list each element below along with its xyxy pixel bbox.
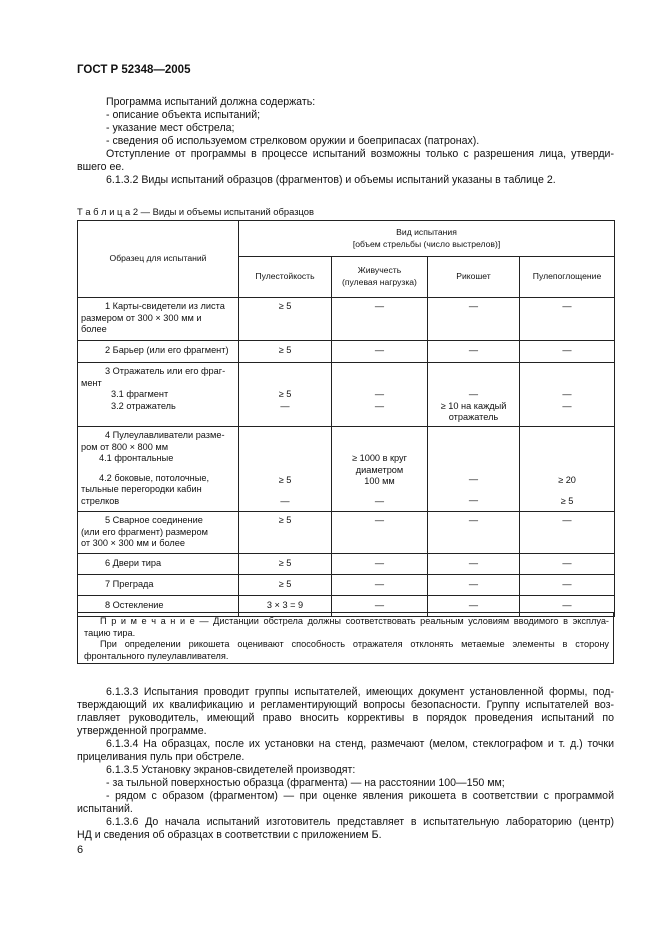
cell-text: ром от 800 × 800 мм xyxy=(81,441,169,452)
cell-text: 4.1 фронтальные xyxy=(99,453,174,464)
cell-value: — xyxy=(332,512,428,554)
cell-value: — xyxy=(428,512,520,554)
cell-value: 3 × 3 = 9 xyxy=(239,596,332,617)
intro-line: вшего ее. xyxy=(77,161,125,173)
intro-line: Программа испытаний должна содержать: xyxy=(106,96,316,108)
cell-value: ≥ 5 xyxy=(239,575,332,596)
cell-value: — xyxy=(374,400,385,411)
note-line: При определении рикошета оценивают способность отражателя отклонять метаемые элементы в сторону xyxy=(100,639,609,650)
cell-value: — xyxy=(428,596,520,617)
cell-value: 100 мм xyxy=(364,476,395,487)
header-survivability-line2: (пулевая нагрузка) xyxy=(342,277,417,287)
body-line: утвержденной программе. xyxy=(77,725,207,737)
header-ricochet: Рикошет xyxy=(428,257,520,298)
table-notes xyxy=(77,612,614,664)
table-row xyxy=(78,427,615,512)
cell-value: — xyxy=(562,400,572,411)
cell-value: — xyxy=(374,389,385,399)
note-line: фронтального пулеулавливателя. xyxy=(84,650,229,661)
body-line: 6.1.3.3 Испытания проводит группы испытателей, имеющих документ установленной формы, под- xyxy=(106,686,614,698)
cell-value: — xyxy=(468,494,479,505)
header-survivability-line1: Живучесть xyxy=(357,265,402,276)
table-row xyxy=(78,512,615,554)
cell-value: — xyxy=(428,341,520,363)
cell-text: 3.2 отражатель xyxy=(111,400,176,411)
note-line: П р и м е ч а н и е — Дистанции обстрела должны соответствовать реальным условиям вводимого в эксплуа- xyxy=(100,616,609,626)
cell-value: — xyxy=(428,554,520,575)
cell-value: ≥ 1000 в круг xyxy=(352,453,407,463)
cell-value: ≥ 10 на каждый xyxy=(440,400,507,411)
cell-value: — xyxy=(428,575,520,596)
cell-value: — xyxy=(332,575,428,596)
body-line: прицеливания пуль при обстреле. xyxy=(77,751,245,763)
cell-value: — xyxy=(332,554,428,575)
cell-value: отражатель xyxy=(448,412,499,423)
cell-text: 2 Барьер (или его фрагмент) xyxy=(105,345,229,355)
table-row xyxy=(78,341,615,363)
cell-text: от 300 × 300 мм и более xyxy=(81,538,185,549)
cell-value: ≥ 5 xyxy=(560,495,574,506)
header-survivability xyxy=(332,257,428,298)
table-caption: Т а б л и ц а 2 — Виды и объемы испытаний образцов xyxy=(77,206,314,217)
intro-line: 6.1.3.2 Виды испытаний образцов (фрагментов) и объемы испытаний указаны в таблице 2. xyxy=(106,174,556,186)
cell-text: 5 Сварное соединение xyxy=(105,515,203,525)
cell-text: более xyxy=(81,324,107,335)
cell-value: — xyxy=(520,512,615,554)
cell-value: — xyxy=(468,474,479,484)
cell-text: мент xyxy=(81,377,102,388)
cell-text: 3 Отражатель или его фраг- xyxy=(105,366,226,376)
document-header: ГОСТ Р 52348—2005 xyxy=(77,64,191,76)
body-line: НД и сведения об образцах в соответствии с приложением Б. xyxy=(77,829,382,841)
table-row xyxy=(78,554,615,575)
intro-line: - описание объекта испытаний; xyxy=(106,109,261,121)
cell-value: — xyxy=(520,298,615,341)
cell-value: — xyxy=(332,596,428,617)
header-test-type-line1: Вид испытания xyxy=(396,226,457,237)
cell-text: (или его фрагмент) размером xyxy=(81,526,208,537)
table-row xyxy=(78,298,615,341)
cell-value: — xyxy=(468,389,479,399)
cell-text: 8 Остекление xyxy=(105,600,164,610)
cell-value: ≥ 20 xyxy=(558,475,576,485)
tests-table xyxy=(77,220,615,617)
cell-value: диаметром xyxy=(355,464,404,475)
table-row xyxy=(78,363,615,427)
cell-text: размером от 300 × 300 мм и xyxy=(81,312,202,323)
cell-value: — xyxy=(428,298,520,341)
cell-text: тыльные перегородки кабин xyxy=(81,484,202,495)
cell-value: — xyxy=(520,596,615,617)
cell-value: — xyxy=(520,341,615,363)
cell-text: стрелков xyxy=(81,495,120,506)
cell-value: — xyxy=(332,341,428,363)
body-line: 6.1.3.4 На образцах, после их установки на стенд, размечают (мелом, стеклографом и т. д.) точки xyxy=(106,738,614,750)
cell-value: — xyxy=(280,495,290,506)
cell-value: ≥ 5 xyxy=(278,475,292,485)
cell-value: ≥ 5 xyxy=(239,554,332,575)
cell-value: ≥ 5 xyxy=(239,512,332,554)
header-test-type xyxy=(239,221,615,257)
header-absorption: Пулепоглощение xyxy=(520,257,615,298)
cell-text: 3.1 фрагмент xyxy=(111,389,169,400)
cell-text: 7 Преграда xyxy=(105,579,154,589)
body-line: 6.1.3.5 Установку экранов-свидетелей производят: xyxy=(106,764,356,776)
header-bullet-resistance: Пулестойкость xyxy=(239,257,332,298)
table-row xyxy=(78,575,615,596)
header-sample: Образец для испытаний xyxy=(78,221,239,298)
cell-value: ≥ 5 xyxy=(239,298,332,341)
body-line: - рядом с образом (фрагментом) — при оценке явления рикошета в соответствии с программой xyxy=(106,790,614,802)
cell-value: ≥ 5 xyxy=(239,341,332,363)
cell-value: — xyxy=(520,554,615,575)
intro-line: Отступление от программы в процессе испытаний возможны только с разрешения лица, утверди- xyxy=(106,148,614,160)
page-number: 6 xyxy=(77,844,84,856)
cell-text: 1 Карты-свидетели из листа xyxy=(105,301,225,311)
cell-value: — xyxy=(374,495,385,506)
body-line: испытаний. xyxy=(77,803,133,815)
cell-value: — xyxy=(562,389,572,399)
cell-text: 4.2 боковые, потолочные, xyxy=(99,472,210,483)
cell-value: ≥ 5 xyxy=(278,389,292,399)
note-line: тацию тира. xyxy=(84,627,136,638)
body-line: тверждающий их квалификацию и регламентирующий вопросы безопасности. Группу испытателей воз- xyxy=(77,699,614,711)
header-test-type-line2: [объем стрельбы (число выстрелов)] xyxy=(352,238,501,249)
body-line: - за тыльной поверхностью образца (фрагмента) — на расстоянии 100—150 мм; xyxy=(106,777,505,789)
intro-line: - сведения об используемом стрелковом оружии и боеприпасах (патронах). xyxy=(106,135,480,147)
cell-value: — xyxy=(520,575,615,596)
body-line: главляет руководитель, имеющий право вносить коррективы в порядок проведения испытаний по xyxy=(77,712,614,724)
cell-value: — xyxy=(280,400,290,411)
intro-line: - указание мест обстрела; xyxy=(106,122,235,134)
body-line: 6.1.3.6 До начала испытаний изготовитель представляет в испытательную лабораторию (центр) xyxy=(106,816,614,828)
cell-text: 4 Пулеулавливатели разме- xyxy=(105,430,225,440)
cell-text: 6 Двери тира xyxy=(105,558,162,568)
cell-value: — xyxy=(332,298,428,341)
